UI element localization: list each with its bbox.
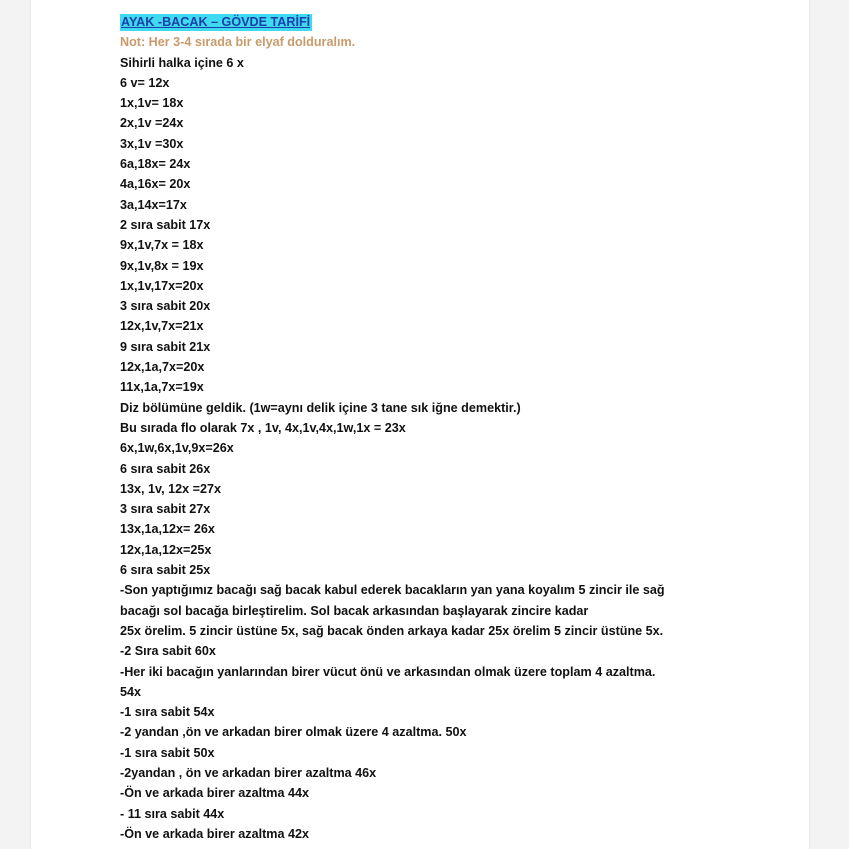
instruction-line: -Ön ve arkada birer azaltma 42x	[120, 826, 310, 841]
instruction-line: 12x,1v,7x=21x	[120, 319, 204, 334]
instruction-list	[120, 53, 789, 845]
instruction-line: 1x,1v= 18x	[120, 96, 184, 111]
instruction-line: 11x,1a,7x=19x	[120, 380, 204, 395]
instruction-line: Sihirli halka içine 6 x	[120, 55, 244, 70]
instruction-line: 3 sıra sabit 27x	[120, 502, 211, 517]
instruction-line: Diz bölümüne geldik. (1w=aynı delik içine 3 tane sık iğne demektir.)	[120, 400, 521, 415]
recipe-title	[120, 12, 789, 32]
instruction-line: 12x,1a,12x=25x	[120, 542, 212, 557]
instruction-line: 3a,14x=17x	[120, 197, 187, 212]
instruction-line: Bu sırada flo olarak 7x , 1v, 4x,1v,4x,1w,1x = 23x	[120, 420, 406, 435]
instruction-line: 9 sıra sabit 21x	[120, 339, 211, 354]
instruction-line: -1 sıra sabit 50x	[120, 745, 215, 760]
instruction-line: -Son yaptığımız bacağı sağ bacak kabul ederek bacakların yan yana koyalım 5 zincir ile sağ	[120, 583, 665, 598]
instruction-line: 2x,1v =24x	[120, 116, 184, 131]
instruction-line: -Her iki bacağın yanlarından birer vücut önü ve arkasından olmak üzere toplam 4 azaltma.	[120, 664, 656, 679]
instruction-line: -2 Sıra sabit 60x	[120, 644, 216, 659]
instruction-line: -1 sıra sabit 54x	[120, 705, 215, 720]
instruction-line: 4a,16x= 20x	[120, 177, 191, 192]
instruction-line: 25x örelim. 5 zincir üstüne 5x, sağ bacak önden arkaya kadar 25x örelim 5 zincir üstüne 5x.	[120, 623, 664, 638]
instruction-line: 6x,1w,6x,1v,9x=26x	[120, 441, 234, 456]
instruction-line: 13x, 1v, 12x =27x	[120, 481, 221, 496]
instruction-line: 6 sıra sabit 25x	[120, 563, 211, 578]
instruction-line: 6 v= 12x	[120, 75, 170, 90]
instruction-line: -Ön ve arkada birer azaltma 44x	[120, 786, 310, 801]
instruction-line: 12x,1a,7x=20x	[120, 360, 205, 375]
instruction-line: 13x,1a,12x= 26x	[120, 522, 215, 537]
instruction-line: 54x	[120, 684, 142, 699]
recipe-title-text: AYAK -BACAK – GÖVDE TARİFİ	[121, 15, 311, 29]
instruction-line: 9x,1v,8x = 19x	[120, 258, 204, 273]
instruction-line: 3 sıra sabit 20x	[120, 299, 211, 314]
instruction-line: -2yandan , ön ve arkadan birer azaltma 46x	[120, 765, 377, 780]
instruction-line: 2 sıra sabit 17x	[120, 217, 211, 232]
recipe-text	[120, 12, 789, 844]
stuffing-note: Not: Her 3-4 sırada bir elyaf dolduralım.	[120, 35, 356, 50]
instruction-line: 9x,1v,7x = 18x	[120, 238, 204, 253]
instruction-line: -2 yandan ,ön ve arkadan birer olmak üzere 4 azaltma. 50x	[120, 725, 467, 740]
document-page	[31, 0, 809, 849]
instruction-line: 6a,18x= 24x	[120, 157, 191, 172]
instruction-line: 1x,1v,17x=20x	[120, 278, 204, 293]
instruction-line: - 11 sıra sabit 44x	[120, 806, 225, 821]
instruction-line: bacağı sol bacağa birleştirelim. Sol bacak arkasından başlayarak zincire kadar	[120, 603, 589, 618]
instruction-line: 3x,1v =30x	[120, 136, 184, 151]
instruction-line: 6 sıra sabit 26x	[120, 461, 211, 476]
